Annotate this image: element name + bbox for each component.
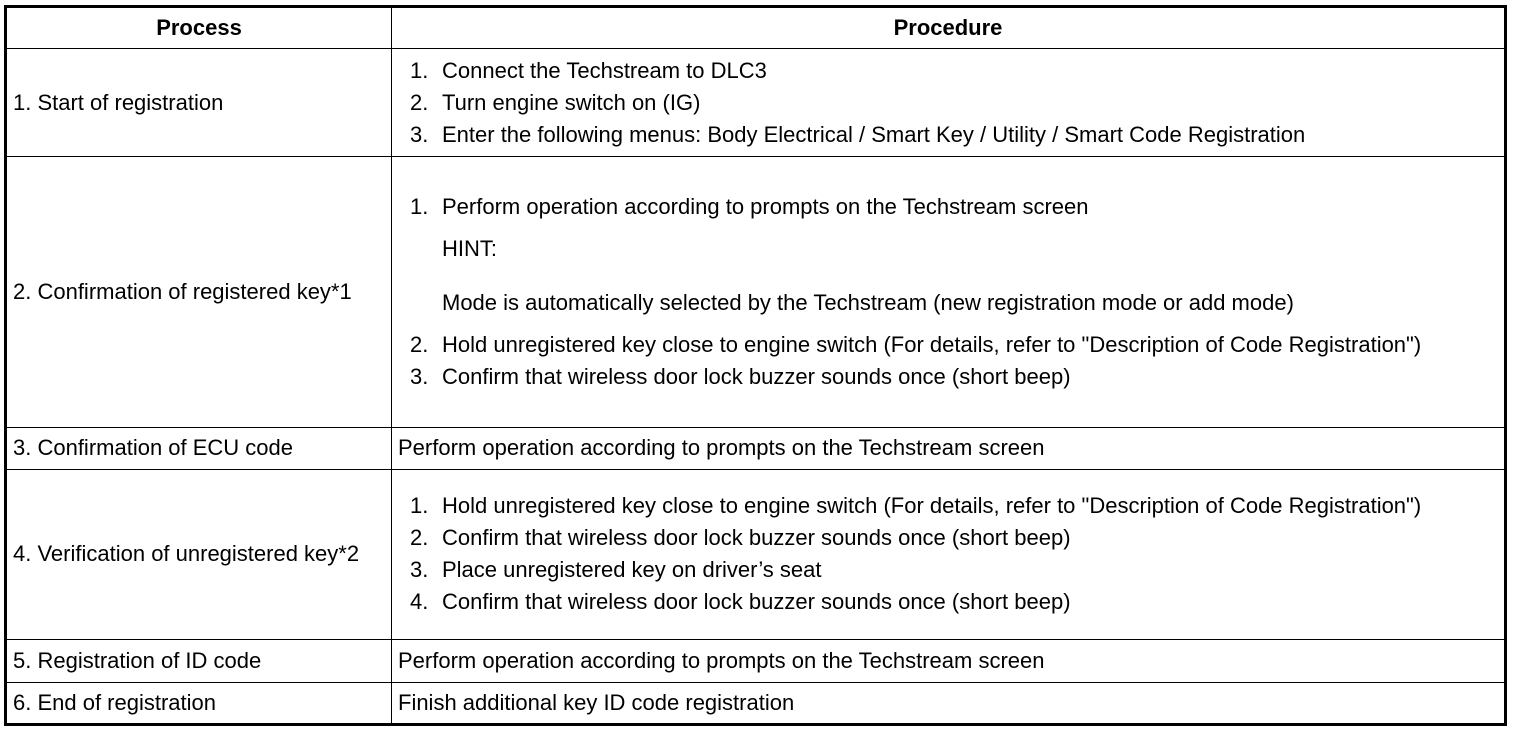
header-procedure: Procedure	[392, 7, 1506, 49]
step-list	[392, 55, 1504, 151]
table-row	[6, 157, 1506, 427]
process-cell: 4. Verification of unregistered key*2	[6, 469, 392, 639]
process-cell: 5. Registration of ID code	[6, 639, 392, 682]
step-number: 2.	[410, 89, 429, 115]
list-item	[392, 191, 1494, 223]
step-number: 1.	[410, 493, 429, 519]
list-item	[392, 490, 1494, 522]
step-number: 4.	[410, 589, 429, 615]
step-text: Confirm that wireless door lock buzzer sounds once (short beep)	[442, 363, 1071, 389]
process-cell: 6. End of registration	[6, 682, 392, 724]
list-item	[392, 586, 1494, 618]
step-number: 1.	[410, 57, 429, 83]
list-item	[392, 329, 1494, 361]
step-text: Confirm that wireless door lock buzzer sounds once (short beep)	[442, 589, 1071, 615]
procedure-cell: Finish additional key ID code registration	[392, 682, 1506, 724]
process-cell: 1. Start of registration	[6, 49, 392, 157]
step-number: 1.	[410, 193, 429, 219]
step-number: 3.	[410, 121, 429, 147]
step-text: Confirm that wireless door lock buzzer sounds once (short beep)	[442, 525, 1071, 551]
procedure-cell	[392, 469, 1506, 639]
step-text: Connect the Techstream to DLC3	[442, 57, 767, 83]
process-cell: 2. Confirmation of registered key*1	[6, 157, 392, 427]
list-item	[392, 361, 1494, 393]
hint-label: HINT:	[442, 235, 497, 261]
table-row	[6, 427, 1506, 469]
table-row	[6, 49, 1506, 157]
list-item	[392, 554, 1494, 586]
table-row	[6, 682, 1506, 724]
step-text: Place unregistered key on driver’s seat	[442, 557, 822, 583]
step-text: Hold unregistered key close to engine switch (For details, refer to "Description of Code Registration")	[442, 331, 1422, 357]
step-number: 3.	[410, 557, 429, 583]
step-list	[392, 329, 1504, 393]
list-item	[392, 522, 1494, 554]
table-row	[6, 469, 1506, 639]
step-list	[392, 490, 1504, 618]
procedure-cell: Perform operation according to prompts on the Techstream screen	[392, 427, 1506, 469]
list-item	[392, 119, 1494, 151]
step-number: 3.	[410, 363, 429, 389]
header-process: Process	[6, 7, 392, 49]
step-text: Enter the following menus: Body Electrical / Smart Key / Utility / Smart Code Registration	[442, 121, 1306, 147]
registration-procedure-table	[4, 5, 1507, 726]
step-number: 2.	[410, 331, 429, 357]
hint-text: Mode is automatically selected by the Techstream (new registration mode or add mode)	[442, 289, 1294, 315]
step-text: Turn engine switch on (IG)	[442, 89, 701, 115]
hint-block	[392, 233, 1504, 319]
list-item	[392, 55, 1494, 87]
procedure-cell	[392, 157, 1506, 427]
procedure-cell	[392, 49, 1506, 157]
step-list	[392, 191, 1504, 223]
step-text: Perform operation according to prompts on the Techstream screen	[442, 193, 1089, 219]
header-row	[6, 7, 1506, 49]
step-text: Hold unregistered key close to engine switch (For details, refer to "Description of Code Registration")	[442, 493, 1422, 519]
list-item	[392, 87, 1494, 119]
procedure-cell: Perform operation according to prompts on the Techstream screen	[392, 639, 1506, 682]
step-number: 2.	[410, 525, 429, 551]
process-cell: 3. Confirmation of ECU code	[6, 427, 392, 469]
table-row	[6, 639, 1506, 682]
